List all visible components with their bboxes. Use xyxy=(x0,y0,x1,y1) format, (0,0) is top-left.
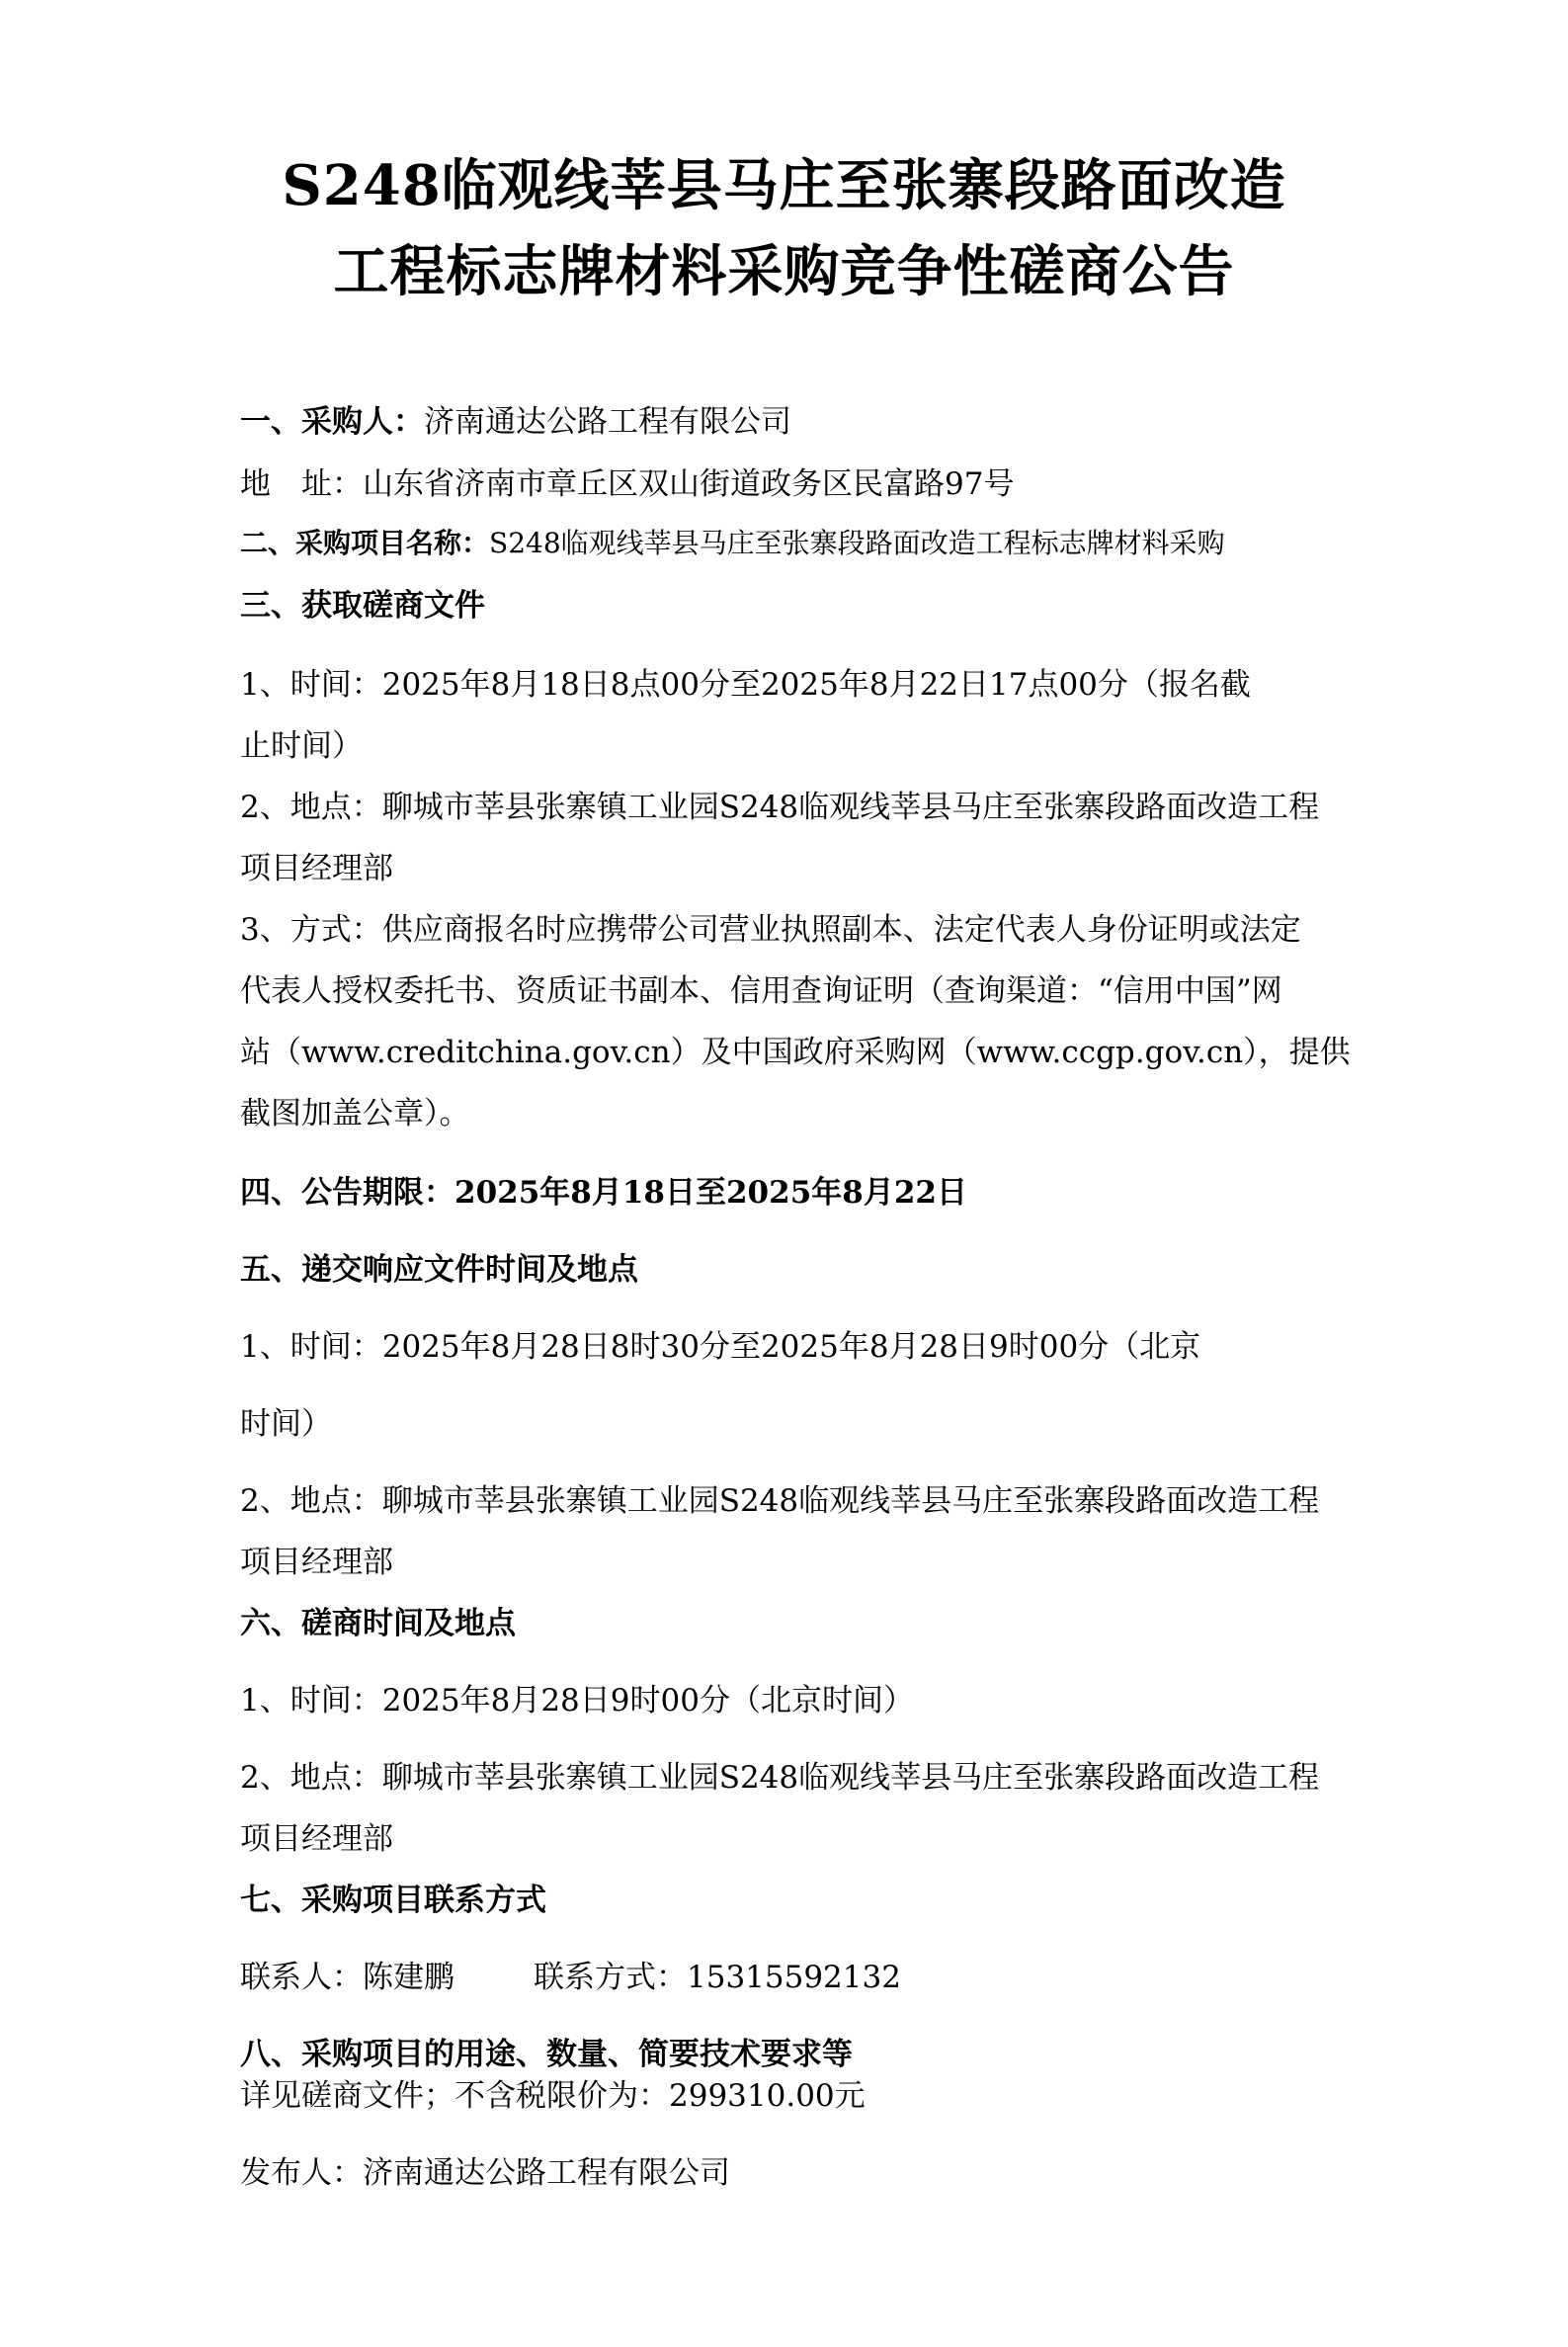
phone-label: 联系方式： xyxy=(534,1960,687,1995)
page-title-line-1: S248临观线莘县马庄至张寨段路面改造 xyxy=(282,153,1286,218)
purchaser-line xyxy=(240,404,791,440)
section-3-time-line-2: 止时间） xyxy=(240,728,363,764)
page-title-line-2: 工程标志牌材料采购竞争性磋商公告 xyxy=(333,239,1235,304)
project-name-label: 二、采购项目名称： xyxy=(240,527,490,559)
contact-name: 陈建鹏 xyxy=(363,1960,454,1995)
contact-label: 联系人： xyxy=(240,1960,363,1995)
section-5-place-line-1: 2、地点：聊城市莘县张寨镇工业园S248临观线莘县马庄至张寨段路面改造工程 xyxy=(240,1483,1320,1519)
section-5-heading: 五、递交响应文件时间及地点 xyxy=(240,1252,638,1288)
purchaser-label: 一、采购人： xyxy=(240,404,424,440)
section-4-heading: 四、公告期限：2025年8月18日至2025年8月22日 xyxy=(240,1175,967,1211)
purchaser-value: 济南通达公路工程有限公司 xyxy=(424,404,791,440)
section-3-method-line-1: 3、方式：供应商报名时应携带公司营业执照副本、法定代表人身份证明或法定 xyxy=(240,912,1301,948)
section-3-method-line-3: 站（www.creditchina.gov.cn）及中国政府采购网（www.ccgp.gov.cn），提供 xyxy=(240,1035,1351,1070)
section-6-heading: 六、磋商时间及地点 xyxy=(240,1606,516,1641)
publisher-line xyxy=(240,2155,730,2191)
section-3-method-line-4: 截图加盖公章）。 xyxy=(240,1096,470,1132)
section-6-place-line-1: 2、地点：聊城市莘县张寨镇工业园S248临观线莘县马庄至张寨段路面改造工程 xyxy=(240,1760,1320,1796)
section-3-method-line-2: 代表人授权委托书、资质证书副本、信用查询证明（查询渠道：“信用中国”网 xyxy=(240,973,1282,1009)
address-value: 山东省济南市章丘区双山街道政务区民富路97号 xyxy=(363,466,1015,502)
project-name-line xyxy=(240,527,1225,559)
section-5-place-line-2: 项目经理部 xyxy=(240,1545,393,1580)
section-8-heading: 八、采购项目的用途、数量、简要技术要求等 xyxy=(240,2037,853,2072)
section-5-time-line-1: 1、时间：2025年8月28日8时30分至2025年8月28日9时00分（北京 xyxy=(240,1329,1201,1365)
section-6-place-line-2: 项目经理部 xyxy=(240,1821,393,1857)
phone-number: 15315592132 xyxy=(687,1960,901,1995)
section-6-time-line: 1、时间：2025年8月28日9时00分（北京时间） xyxy=(240,1683,914,1718)
address-line xyxy=(240,466,1015,502)
project-name-value: S248临观线莘县马庄至张寨段路面改造工程标志牌材料采购 xyxy=(489,527,1225,559)
section-3-heading: 三、获取磋商文件 xyxy=(240,588,485,624)
section-3-place-line-2: 项目经理部 xyxy=(240,851,393,886)
section-7-heading: 七、采购项目联系方式 xyxy=(240,1883,546,1918)
address-label: 地 址： xyxy=(240,466,363,502)
contact-line xyxy=(240,1960,901,1995)
section-8-detail: 详见磋商文件；不含税限价为：299310.00元 xyxy=(240,2078,866,2114)
section-5-time-line-2: 时间） xyxy=(240,1406,332,1442)
publisher-value: 济南通达公路工程有限公司 xyxy=(363,2155,730,2191)
section-3-place-line-1: 2、地点：聊城市莘县张寨镇工业园S248临观线莘县马庄至张寨段路面改造工程 xyxy=(240,790,1320,825)
section-3-time-line-1: 1、时间：2025年8月18日8点00分至2025年8月22日17点00分（报名截 xyxy=(240,667,1251,703)
publisher-label: 发布人： xyxy=(240,2155,363,2191)
